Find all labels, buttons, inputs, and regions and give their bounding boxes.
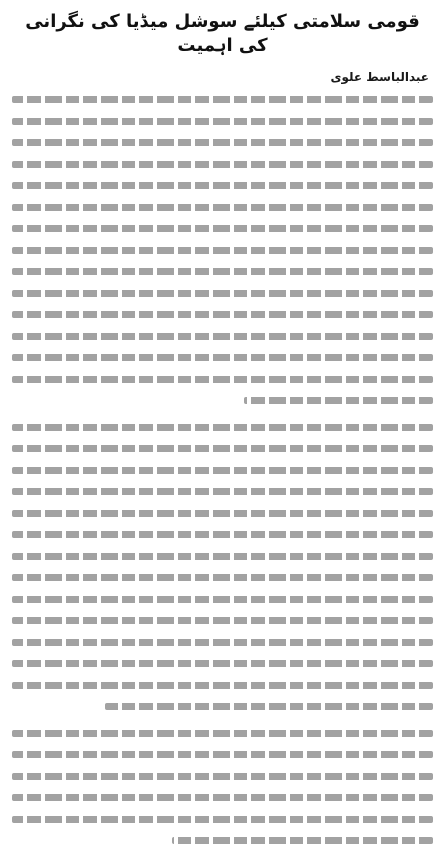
- paragraph: [12, 88, 433, 411]
- article-headline: قومی سلامتی کیلئے سوشل میڈیا کی نگرانی کی اہمیت: [25, 11, 420, 56]
- text-line: [12, 368, 433, 390]
- text-line: [12, 153, 433, 175]
- text-line: [12, 260, 433, 282]
- text-line: [12, 174, 433, 196]
- text-line: [12, 437, 433, 459]
- text-line: [12, 325, 433, 347]
- text-line: [12, 282, 433, 304]
- text-line: [12, 609, 433, 631]
- text-line: [12, 88, 433, 110]
- text-line: [12, 743, 433, 765]
- text-line: [12, 480, 433, 502]
- text-line: [12, 631, 433, 653]
- text-line: [12, 196, 433, 218]
- text-line: [12, 765, 433, 787]
- text-line: [12, 416, 433, 438]
- article-body: [12, 88, 433, 851]
- text-line: [12, 695, 433, 717]
- text-line: [12, 502, 433, 524]
- text-line: [12, 303, 433, 325]
- paragraph: [12, 722, 433, 851]
- text-line: [12, 217, 433, 239]
- text-line: [12, 346, 433, 368]
- text-line: [12, 110, 433, 132]
- paragraph: [12, 416, 433, 717]
- text-line: [12, 674, 433, 696]
- text-line: [12, 459, 433, 481]
- text-line: [12, 131, 433, 153]
- article-byline: عبدالباسط علوی: [330, 70, 429, 84]
- text-line: [12, 523, 433, 545]
- text-line: [12, 566, 433, 588]
- text-line: [12, 652, 433, 674]
- text-line: [12, 389, 433, 411]
- text-line: [12, 239, 433, 261]
- text-line: [12, 829, 433, 851]
- text-line: [12, 545, 433, 567]
- text-line: [12, 722, 433, 744]
- text-line: [12, 786, 433, 808]
- text-line: [12, 588, 433, 610]
